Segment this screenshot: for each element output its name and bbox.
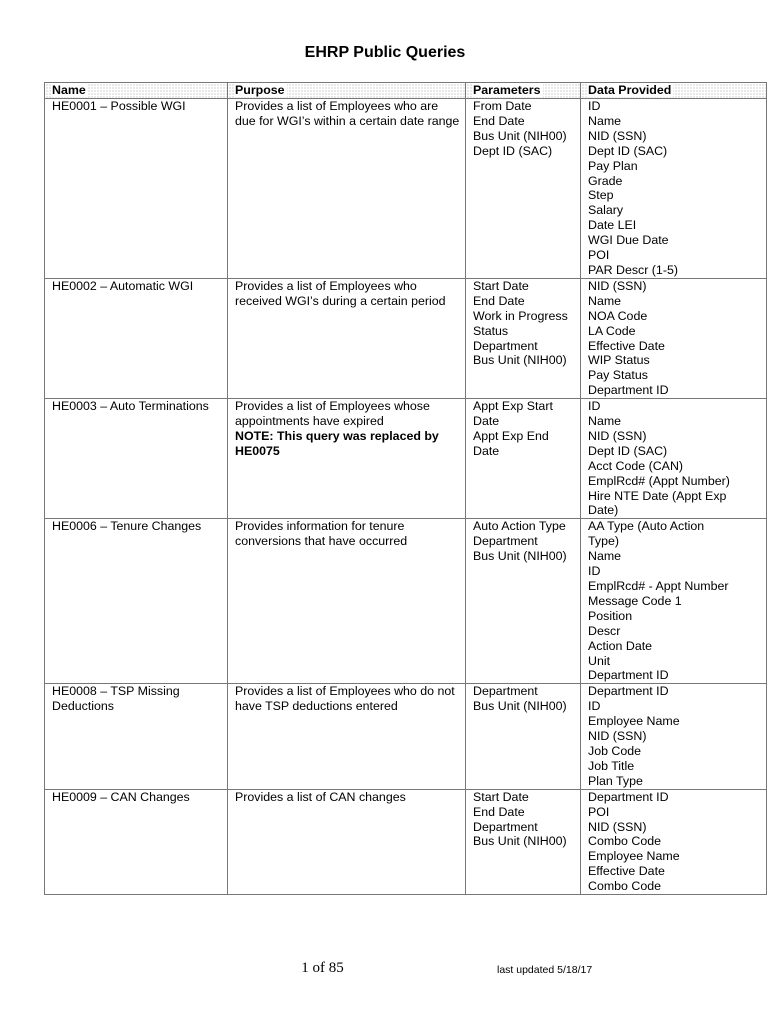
query-purpose: Provides a list of Employees whose appointments have expired NOTE: This query was replaced by HE0075 bbox=[228, 399, 466, 519]
table-row bbox=[45, 99, 767, 279]
query-parameters: Start Date End Date Department Bus Unit (NIH00) bbox=[466, 789, 581, 894]
query-name: HE0003 – Auto Terminations bbox=[45, 399, 228, 519]
query-name: HE0009 – CAN Changes bbox=[45, 789, 228, 894]
query-data-provided: AA Type (Auto Action Type) Name ID EmplRcd# - Appt Number Message Code 1 Position Descr Action Date Unit Department ID bbox=[581, 519, 767, 684]
query-parameters: From Date End Date Bus Unit (NIH00) Dept ID (SAC) bbox=[466, 99, 581, 279]
header-data-provided: Data Provided bbox=[581, 83, 767, 99]
replacement-note: NOTE: This query was replaced by HE0075 bbox=[235, 428, 439, 458]
query-data-provided: ID Name NID (SSN) Dept ID (SAC) Acct Code (CAN) EmplRcd# (Appt Number) Hire NTE Date (Appt Exp Date) bbox=[581, 399, 767, 519]
last-updated: last updated 5/18/17 bbox=[497, 964, 593, 976]
page-number: 1 of 85 bbox=[301, 960, 344, 976]
query-data-provided: Department ID ID Employee Name NID (SSN) Job Code Job Title Plan Type bbox=[581, 684, 767, 789]
query-parameters: Department Bus Unit (NIH00) bbox=[466, 684, 581, 789]
query-parameters: Start Date End Date Work in Progress Status Department Bus Unit (NIH00) bbox=[466, 278, 581, 398]
query-data-provided: NID (SSN) Name NOA Code LA Code Effective Date WIP Status Pay Status Department ID bbox=[581, 278, 767, 398]
table-row bbox=[45, 519, 767, 684]
query-purpose: Provides information for tenure conversions that have occurred bbox=[228, 519, 466, 684]
table-row bbox=[45, 684, 767, 789]
query-name: HE0008 – TSP Missing Deductions bbox=[45, 684, 228, 789]
query-name: HE0001 – Possible WGI bbox=[45, 99, 228, 279]
table-header-row bbox=[45, 83, 767, 99]
query-data-provided: Department ID POI NID (SSN) Combo Code Employee Name Effective Date Combo Code bbox=[581, 789, 767, 894]
query-purpose: Provides a list of CAN changes bbox=[228, 789, 466, 894]
query-name: HE0006 – Tenure Changes bbox=[45, 519, 228, 684]
query-purpose: Provides a list of Employees who are due for WGI’s within a certain date range bbox=[228, 99, 466, 279]
query-data-provided: ID Name NID (SSN) Dept ID (SAC) Pay Plan Grade Step Salary Date LEI WGI Due Date POI PAR Descr (1-5) bbox=[581, 99, 767, 279]
query-purpose: Provides a list of Employees who received WGI’s during a certain period bbox=[228, 278, 466, 398]
query-purpose: Provides a list of Employees who do not have TSP deductions entered bbox=[228, 684, 466, 789]
document-title: EHRP Public Queries bbox=[304, 44, 466, 61]
table-row bbox=[45, 789, 767, 894]
query-parameters: Appt Exp Start Date Appt Exp End Date bbox=[466, 399, 581, 519]
query-parameters: Auto Action Type Department Bus Unit (NIH00) bbox=[466, 519, 581, 684]
table-row bbox=[45, 278, 767, 398]
header-purpose: Purpose bbox=[228, 83, 466, 99]
table-row bbox=[45, 399, 767, 519]
header-parameters: Parameters bbox=[466, 83, 581, 99]
query-name: HE0002 – Automatic WGI bbox=[45, 278, 228, 398]
header-name: Name bbox=[45, 83, 228, 99]
queries-table bbox=[44, 82, 767, 895]
